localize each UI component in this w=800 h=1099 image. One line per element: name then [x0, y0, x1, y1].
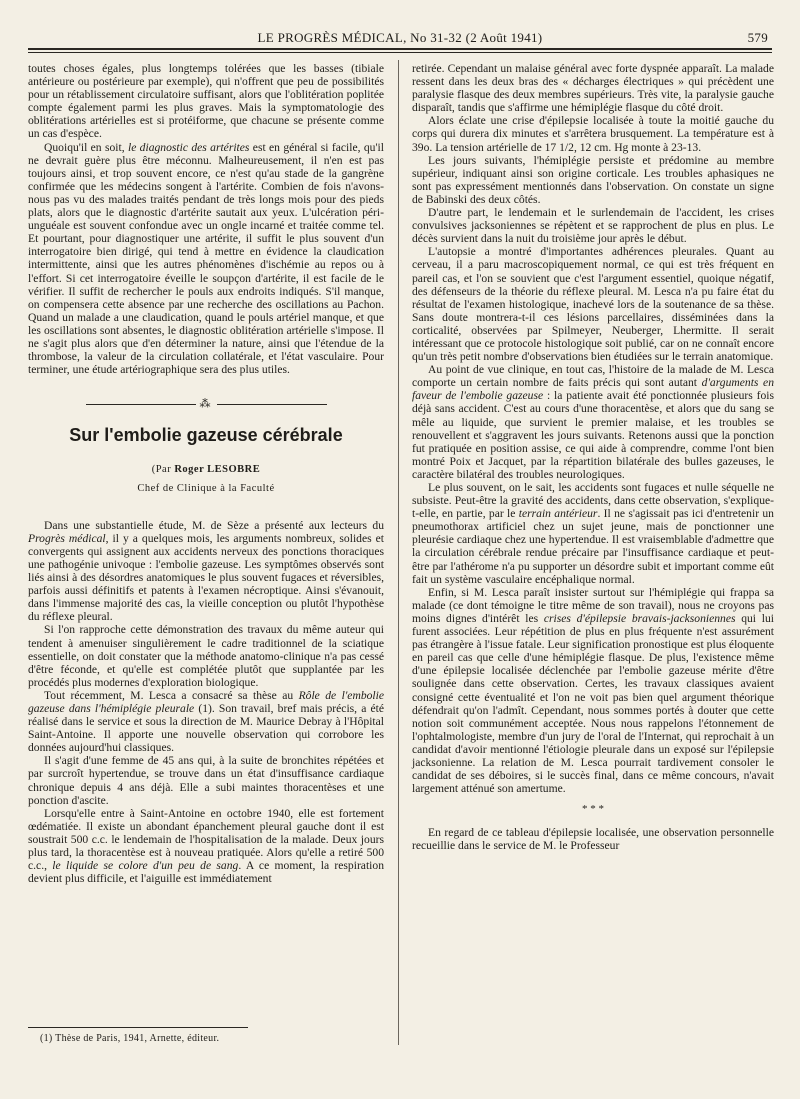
paragraph: toutes choses égales, plus longtemps tolérées que les basses (tibiale antérieure ou postérieure par exemple), qui n'offrent que peu de possibilités pour un rétablissement circulatoire suffisant, alors que l'oblitération poplitée compte également parmi les plus graves. Mais la symptomatologie des oblitérations artérielles est si protéiforme, que chacune se présente comme un cas d'espèce.: [28, 62, 384, 141]
section-ornament: ⁂: [28, 398, 384, 411]
footnote-rule: [28, 1027, 248, 1028]
paragraph: En regard de ce tableau d'épilepsie localisée, une observation personnelle recueillie dans le service de M. le Professeur: [412, 826, 774, 853]
paragraph: Enfin, si M. Lesca paraît insister surtout sur l'hémiplégie qui frappa sa malade (ce dont témoigne le titre même de son travail), nous ne croyons pas moins dignes d'intérêt les crises d'épilepsie bravais-jacksoniennes qui lui furent associées. Leur répétition de plus en plus fréquente n'est assurément pas étrangère à l'issue fatale. Leur signification pronostique est plus éloquente en pareil cas que celle d'une hémiplégie flasque. De plus, l'existence même d'une épilepsie localisée déclenchée par l'embolie gazeuse mérite d'être soulignée dans cette observation. Certes, les travaux classiques avaient consigné cette éventualité et l'on ne voit pas bien quel argument théorique défendrait qu'on l'admît. Cependant, nous sommes portés à douter que cette notion soit communément acceptée. Nous nous rappelons l'étonnement de l'ophtalmologiste, membre d'un jury de l'oral de l'Internat, qui reprochait à un candidat d'avoir mentionné l'étiologie pleurale dans un exposé sur l'épilepsie jacksonienne. La relation de M. Lesca pourrait tardivement consoler le candidat de ses déboires, si le succès final, dans ce même concours, n'avait largement atténué son amertume.: [412, 585, 774, 796]
paragraph: Il s'agit d'une femme de 45 ans qui, à la suite de bronchites répétées et par surcroît hypertendue, se trouve dans un état d'insuffisance cardiaque chronique depuis 4 ans déjà. Elle a subi maintes thoracentèses et une ponction d'ascite.: [28, 754, 384, 807]
paragraph: Lorsqu'elle entre à Saint-Antoine en octobre 1940, elle est fortement œdématiée. Il existe un abondant épanchement pleural gauche dont il est soustrait 500 c.c. le lendemain de l'hospitalisation de la malade. Deux jours plus tard, la thoracentèse est à nouveau pratiquée. Alors qu'elle a retiré 500 c.c., le liquide se colore d'un peu de sang. A ce moment, la respiration devient plus difficile, et l'aiguille est immédiatement: [28, 806, 384, 886]
paragraph: Au point de vue clinique, en tout cas, l'histoire de la malade de M. Lesca comporte un certain nombre de faits précis qui sont autant d'arguments en faveur de l'embolie gazeuse : la patiente avait été ponctionnée plusieurs fois déjà sans accident. C'est au cours d'une thoracentèse, et alors que du sang se mêle au liquide, que survient le premier malaise, et les troubles se renouvellent et s'aggravent les jours suivants. Retenons aussi que la ponction fut pratiquée en position assise, ce qui aide à comprendre, comme l'ont bien montré Poix et Jacquet, par la répartition bilatérale des bulles gazeuses, le caractère bilatéral des troubles neurologiques.: [412, 363, 775, 481]
page-header: [28, 24, 772, 48]
byline: (Par Roger LESOBRE: [151, 463, 261, 475]
footnote: (1) Thèse de Paris, 1941, Arnette, éditeur.: [40, 1033, 220, 1044]
paragraph: Le plus souvent, on le sait, les accidents sont fugaces et nulle séquelle ne subsiste. Peut-être la gravité des accidents, dans cette observation, s'explique-t-elle, en partie, par le terrain antérieur. Il ne s'agissait pas ici d'entretenir un pneumothorax artificiel chez un sujet jeune, mais de ponctionner une pleurésie cardiaque chez une hypertendue. Il est vraisemblable d'admettre que la circulation cérébrale rendue précaire par l'insuffisance cardiaque et peut-être par l'athérome n'a pu supporter un désordre subit et important comme eût fait un système vasculaire encéphalique normal.: [412, 481, 774, 586]
paragraph: Quoiqu'il en soit, le diagnostic des artérites est en général si facile, qu'il ne devrait guère plus être méconnu. Malheureusement, il n'en est pas toujours ainsi, et trop souvent encore, ce n'est qu'au stade de la gangrène confirmée que les médecins songent à l'artérite. Combien de fois n'avons-nous pas vu des malades traités pendant de très longs mois pour des pieds plats, alors que le diagnostic d'artérite sautait aux yeux. L'ulcération péri-unguéale est souvent confondue avec un ongle incarné et traitée comme tel. Et pourtant, pour diagnostiquer une artérite, il suffit le plus souvent d'un interrogatoire bien dirigé, qui tend à mettre en évidence la claudication intermittente, ainsi que les autres phénomènes d'ischémie au repos ou à l'effort. Si cet interrogatoire éveille le soupçon d'artérite, il est facile de le vérifier. Il suffit de rechercher le pouls aux endroits indiqués. S'il manque, on compensera cette absence par une recherche des oscillations au Pachon. Quand un malade a une claudication, quand le pouls artériel manque, et que les oscillations sont absentes, le diagnostic oblitération artérielle s'impose. Il ne s'agit plus alors que d'en déterminer la nature, ainsi que l'étendue de la thrombose, la valeur de la circulation collatérale, et l'état vasculaire. Pour terminer, une étude artériographique sera des plus utiles.: [28, 140, 384, 377]
asterism: * * *: [582, 803, 604, 816]
article-title: Sur l'embolie gazeuse cérébrale: [69, 425, 343, 446]
paragraph: Les jours suivants, l'hémiplégie persiste et prédomine au membre supérieur, indiquant ainsi son origine corticale. Les troubles aphasiques ne sont pas expressément mentionnés dans l'observation. On constate un signe de Babinski des deux côtés.: [412, 153, 774, 206]
page-number: 579: [747, 30, 768, 45]
header-rule: [28, 48, 772, 50]
paragraph: retirée. Cependant un malaise général avec forte dyspnée apparaît. La malade ressent dans les deux bras des « décharges électriques » qui précèdent une paralysie flasque des deux membres supérieurs. Très vite, la paralysie gauche disparaît, tandis que s'affirme une hémiplégie flasque du côté droit.: [412, 62, 774, 115]
paragraph: Si l'on rapproche cette démonstration des travaux du même auteur qui tendent à amenuiser singulièrement le cadre traditionnel de la sciatique essentielle, on doit constater que la méthode anatomo-clinique n'a pas cessé d'être féconde, et qu'elle est complétée plutôt que supplantée par les procédés plus modernes d'exploration biologique.: [28, 623, 384, 689]
author-name: Roger LESOBRE: [174, 463, 261, 475]
left-column: [28, 62, 384, 885]
right-column: [412, 62, 774, 852]
column-divider: [398, 60, 399, 1045]
paragraph: L'autopsie a montré d'importantes adhérences pleurales. Quant au cerveau, il a paru macroscopiquement normal, ce qui est très fréquent en pareil cas, et l'on se souvient que c'est l'argument essentiel, quoique négatif, des défenseurs de la théorie du réflexe pleural. M. Lesca n'a pu faire état du résultat de l'examen histologique, inachevé lors de la soutenance de sa thèse. Sans doute montrera-t-il ces lésions parcellaires, disséminées dans la corticalité, observées par Spilmeyer, Neuberger, Lhermitte. Il serait intéressant que ce protocole histologique soit publié, car on ne connaît encore qu'un très petit nombre d'observations bien étudiées sur le terrain anatomique.: [412, 245, 774, 364]
paragraph: Dans une substantielle étude, M. de Sèze a présenté aux lecteurs du Progrès médical, il y a quelques mois, les arguments nombreux, solides et convergents qui assignent aux accidents nerveux des ponctions thoraciques une pathogénie univoque : l'embolie gazeuse. Les symptômes observés sont liés ainsi à des désordres anatomiques le plus souvent fugaces et réversibles, parfois aussi définitifs et patents à l'examen nécroptique. Ainsi s'évanouit, dans l'immense majorité des cas, la vieille conception ou plutôt l'hypothèse du réflexe pleural.: [28, 518, 384, 624]
header-rule-thin: [28, 52, 772, 53]
affiliation: Chef de Clinique à la Faculté: [137, 482, 275, 494]
paragraph: Tout récemment, M. Lesca a consacré sa thèse au Rôle de l'embolie gazeuse dans l'hémiplégie pleurale (1). Son travail, bref mais précis, a été réalisé dans le service et sous la direction de M. Maurice Debray à l'Hôpital Saint-Antoine. Il apporte une nouvelle observation qui corrobore les données aujourd'hui classiques.: [28, 688, 384, 755]
paragraph: D'autre part, le lendemain et le surlendemain de l'accident, les crises convulsives jacksoniennes se répètent et se rapprochent de plus en plus. Le décès survient dans la nuit du troisième jour après le début.: [412, 206, 774, 246]
running-title: LE PROGRÈS MÉDICAL, No 31-32 (2 Août 1941): [257, 30, 543, 45]
paragraph: Alors éclate une crise d'épilepsie localisée à toute la moitié gauche du corps qui durera dix minutes et s'arrêtera brusquement. La température est à 39o. La tension artérielle de 17 1/2, 12 cm. Hg monte à 23-13.: [412, 114, 774, 154]
